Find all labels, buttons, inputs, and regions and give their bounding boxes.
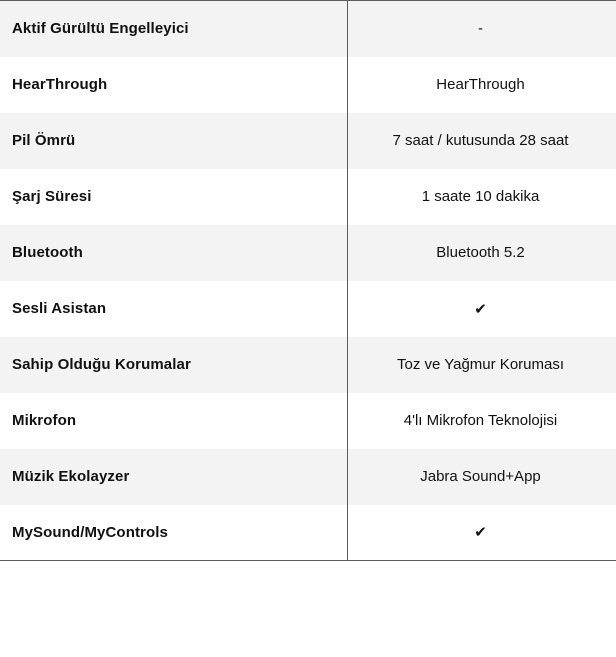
spec-label: Bluetooth	[0, 225, 347, 281]
spec-value: HearThrough	[347, 57, 616, 113]
table-row	[0, 449, 616, 505]
spec-label: Pil Ömrü	[0, 113, 347, 169]
table-row	[0, 281, 616, 337]
spec-value: 1 saate 10 dakika	[347, 169, 616, 225]
spec-label: Müzik Ekolayzer	[0, 449, 347, 505]
table-row	[0, 1, 616, 57]
spec-value: Toz ve Yağmur Koruması	[347, 337, 616, 393]
spec-value: -	[347, 1, 616, 57]
specifications-table-body	[0, 1, 616, 561]
spec-label: Mikrofon	[0, 393, 347, 449]
spec-value: Jabra Sound+App	[347, 449, 616, 505]
spec-label: Şarj Süresi	[0, 169, 347, 225]
table-row	[0, 505, 616, 561]
spec-label: HearThrough	[0, 57, 347, 113]
spec-label: Sesli Asistan	[0, 281, 347, 337]
table-row	[0, 337, 616, 393]
spec-value: Bluetooth 5.2	[347, 225, 616, 281]
spec-value: 4'lı Mikrofon Teknolojisi	[347, 393, 616, 449]
table-row	[0, 169, 616, 225]
spec-label: Sahip Olduğu Korumalar	[0, 337, 347, 393]
table-row	[0, 393, 616, 449]
spec-label: MySound/MyControls	[0, 505, 347, 561]
spec-label: Aktif Gürültü Engelleyici	[0, 1, 347, 57]
table-row	[0, 113, 616, 169]
spec-value-check-icon: ✔	[347, 505, 616, 561]
spec-value-check-icon: ✔	[347, 281, 616, 337]
spec-value: 7 saat / kutusunda 28 saat	[347, 113, 616, 169]
table-row	[0, 57, 616, 113]
table-row	[0, 225, 616, 281]
